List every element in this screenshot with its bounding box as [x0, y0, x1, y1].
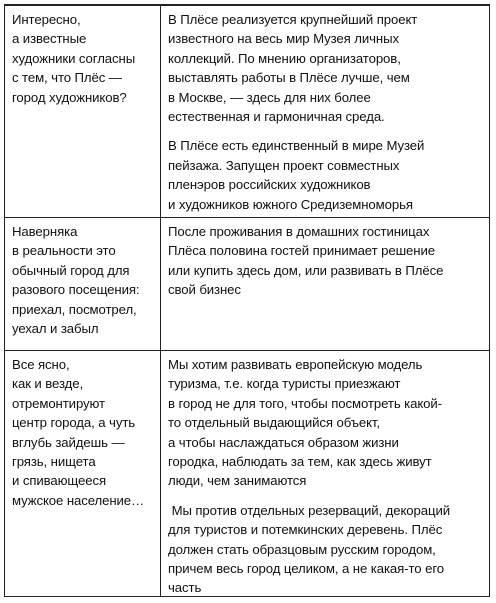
answer-line: Мы хотим развивать европейскую модель: [168, 357, 423, 372]
answer-line: или купить здесь дом, или развивать в Плёсе: [168, 262, 444, 278]
answer-line: причем весь город целиком, а не какая-то его: [168, 561, 444, 577]
answer-line: известного на весь мир Музея личных: [168, 31, 399, 47]
question-line: город художников?: [12, 89, 127, 105]
question-line: Все ясно,: [12, 357, 70, 372]
answer-line: коллекций. По мнению организаторов,: [168, 50, 401, 66]
answer-line: пейзажа. Запущен проект совместных: [168, 157, 400, 173]
question-line: Наверняка: [12, 224, 78, 239]
answer-line: Плёса половина гостей принимает решение: [168, 243, 435, 259]
question-line: обычный город для: [12, 262, 130, 278]
answer-line: В Плёсе есть единственный в мире Музей: [168, 138, 425, 154]
answer-line: а чтобы наслаждаться образом жизни: [168, 434, 399, 450]
answer-line: и художников южного Средиземноморья: [168, 196, 413, 212]
question-cell: [5, 6, 160, 217]
answer-paragraph: [168, 355, 483, 491]
question-line: в реальности это: [12, 243, 116, 259]
answer-line: После проживания в домашних гостиницах: [168, 224, 430, 239]
question-line: грязь, нищета: [12, 454, 96, 470]
answer-line: должен стать образцовым русским городом,: [168, 541, 436, 557]
question-line: разового посещения:: [12, 282, 140, 298]
question-cell: [5, 218, 160, 350]
answer-line: Мы против отдельных резерваций, декораций: [168, 502, 450, 518]
answer-line: выставлять работы в Плёсе лучше, чем: [168, 70, 410, 86]
answer-cell: [161, 351, 489, 596]
answer-cell: [161, 218, 489, 350]
question-line: центр города, а чуть: [12, 415, 136, 431]
answer-line: то отдельный выдающийся объект,: [168, 415, 380, 431]
answer-cell: [161, 6, 489, 217]
answer-line: в Москве, — здесь для них более: [168, 89, 371, 105]
answer-line: люди, чем занимаются: [168, 473, 307, 489]
answer-paragraph: [168, 10, 483, 126]
question-line: как и везде,: [12, 376, 84, 392]
answer-paragraph: [168, 222, 483, 300]
answer-line: пленэров российских художников: [168, 177, 371, 193]
table-row: [5, 350, 489, 596]
qa-table: [4, 4, 490, 597]
question-line: уехал и забыл: [12, 321, 99, 337]
answer-paragraph: [168, 136, 483, 214]
answer-line: туризма, т.е. когда туристы приезжают: [168, 376, 401, 392]
answer-line: для туристов и потемкинских деревень. Плёс: [168, 522, 443, 538]
question-line: и спивающееся: [12, 473, 107, 489]
answer-paragraph: [168, 501, 483, 598]
question-cell: [5, 351, 160, 596]
question-line: художники согласны: [12, 50, 136, 66]
answer-line: в город не для того, чтобы посмотреть какой-: [168, 395, 442, 411]
answer-line: свой бизнес: [168, 282, 241, 298]
question-line: мужское население…: [12, 492, 145, 508]
table-row: [5, 217, 489, 350]
answer-line: городка, наблюдать за тем, как здесь живут: [168, 454, 432, 470]
question-line: приехал, посмотрел,: [12, 301, 137, 317]
question-line: с тем, что Плёс —: [12, 70, 122, 86]
answer-line: естественная и гармоничная среда.: [168, 109, 385, 125]
question-line: Интересно,: [12, 12, 81, 27]
answer-line: часть: [168, 580, 202, 596]
question-line: вглубь зайдешь —: [12, 434, 125, 450]
question-line: а известные: [12, 31, 87, 47]
table-row: [5, 5, 489, 217]
answer-line: В Плёсе реализуется крупнейший проект: [168, 12, 418, 27]
question-line: отремонтируют: [12, 395, 105, 411]
